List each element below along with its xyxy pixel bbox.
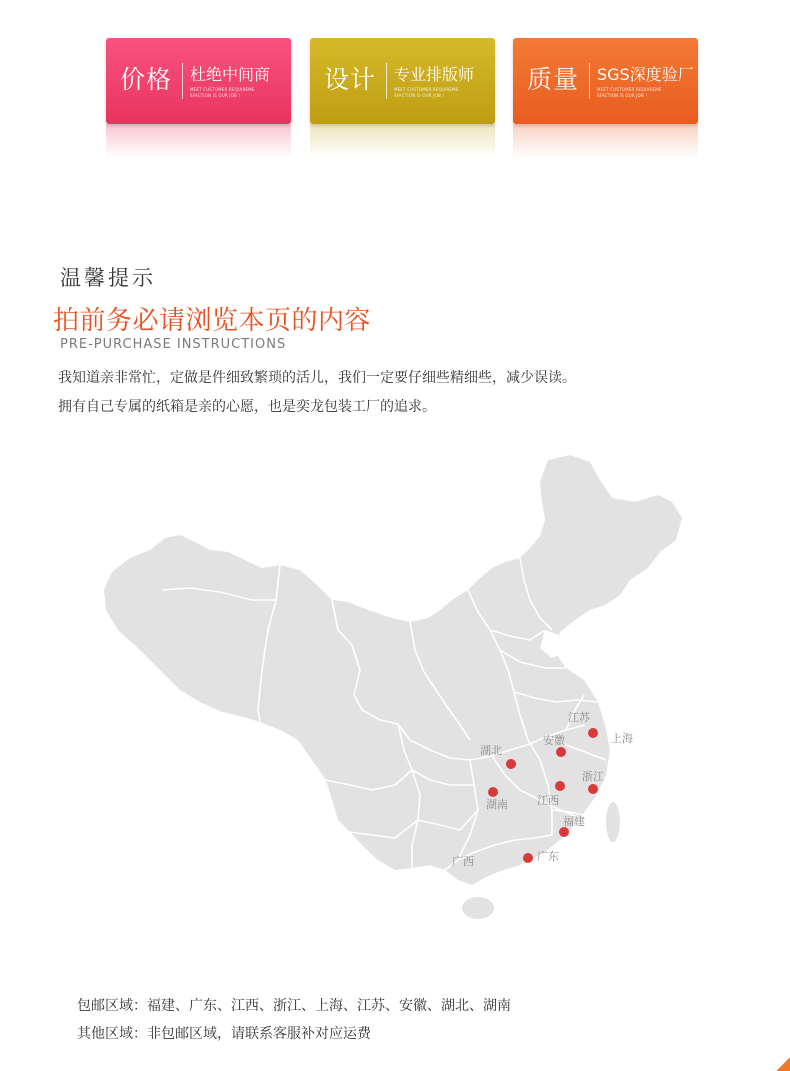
notice-title: 温馨提示	[60, 266, 156, 290]
price-badge-reflection	[106, 124, 291, 158]
label-guangdong: 广东	[537, 850, 559, 863]
quality-badge-caption: MEET CUSTOMER REQUIREME SFACTION IS OUR JOB !	[597, 87, 662, 98]
divider	[386, 63, 387, 99]
other-shipping-line: 其他区域：非包邮区域，请联系客服补对应运费	[77, 1026, 371, 1042]
price-badge-title: 价格	[120, 65, 173, 94]
price-badge-subtitle: 杜绝中间商	[190, 65, 271, 84]
quality-badge	[513, 38, 698, 124]
label-jiangsu: 江苏	[568, 711, 590, 724]
notice-english: PRE-PURCHASE INSTRUCTIONS	[60, 337, 287, 352]
quality-badge-subtitle: SGS深度验厂	[597, 65, 694, 84]
label-shanghai: 上海	[611, 732, 633, 745]
china-map	[0, 440, 790, 960]
design-badge-reflection	[310, 124, 495, 158]
mainland-shape	[104, 455, 682, 885]
dot-anhui	[556, 747, 566, 757]
notice-line-1: 我知道亲非常忙，定做是件细致繁琐的活儿，我们一定要仔细些精细些，减少误读。	[58, 370, 576, 386]
label-jiangxi: 江西	[537, 794, 559, 807]
design-badge	[310, 38, 495, 124]
label-fujian: 福建	[563, 815, 585, 828]
corner-accent	[776, 1057, 790, 1071]
dot-zhejiang	[588, 784, 598, 794]
design-badge-subtitle: 专业排版师	[394, 65, 475, 84]
divider	[182, 63, 183, 99]
hainan-island	[462, 897, 494, 919]
design-badge-title: 设计	[324, 65, 377, 94]
label-anhui: 安徽	[543, 734, 565, 747]
price-badge	[106, 38, 291, 124]
dot-hubei	[506, 759, 516, 769]
dot-fujian	[559, 827, 569, 837]
notice-subtitle: 拍前务必请浏览本页的内容	[53, 306, 372, 336]
dot-guangdong	[523, 853, 533, 863]
quality-badge-reflection	[513, 124, 698, 158]
taiwan-island	[606, 802, 620, 842]
free-shipping-line: 包邮区域：福建、广东、江西、浙江、上海、江苏、安徽、湖北、湖南	[77, 998, 511, 1014]
dot-jiangxi	[555, 781, 565, 791]
label-hunan: 湖南	[486, 798, 508, 811]
design-badge-caption: MEET CUSTOMER REQUIREME SFACTION IS OUR JOB !	[394, 87, 459, 98]
label-hubei: 湖北	[480, 744, 502, 757]
label-guangxi: 广西	[452, 855, 474, 868]
label-zhejiang: 浙江	[582, 770, 604, 783]
quality-badge-title: 质量	[527, 65, 580, 94]
price-badge-caption: MEET CUSTOMER REQUIREME SFACTION IS OUR JOB !	[190, 87, 255, 98]
divider	[589, 63, 590, 99]
dot-jiangsu	[588, 728, 598, 738]
china-map-svg	[0, 440, 790, 960]
dot-hunan	[488, 787, 498, 797]
notice-line-2: 拥有自己专属的纸箱是亲的心愿，也是奕龙包装工厂的追求。	[58, 399, 436, 415]
